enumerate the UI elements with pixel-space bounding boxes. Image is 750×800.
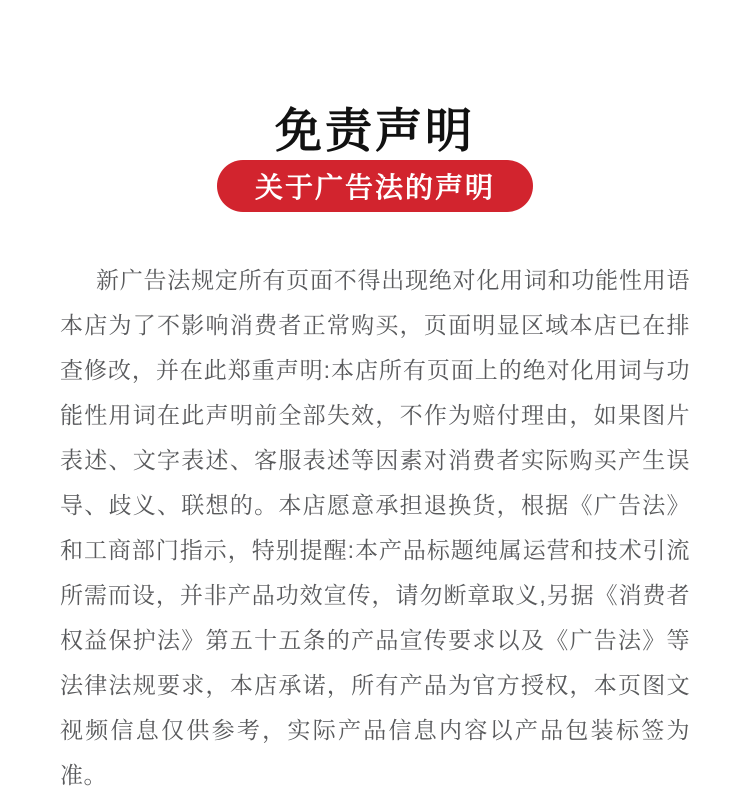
disclaimer-body xyxy=(60,258,690,798)
page-title: 免责声明 xyxy=(275,104,475,158)
badge-label: 关于广告法的声明 xyxy=(254,172,496,203)
disclaimer-paragraph: 新广告法规定所有页面不得出现绝对化用词和功能性用语本店为了不影响消费者正常购买，页面明显区域本店已在排查修改，并在此郑重声明:本店所有页面上的绝对化用词与功能性用词在此声明前全部失效，不作为赔付理由，如果图片表述、文字表述、客服表述等因素对消费者实际购买产生误导、歧义、联想的。本店愿意承担退换货，根据《广告法》和工商部门指示，特别提醒:本产品标题纯属运营和技术引流所需而设，并非产品功效宣传，请勿断章取义,另据《消费者权益保护法》第五十五条的产品宣传要求以及《广告法》等法律法规要求，本店承诺，所有产品为官方授权，本页图文视频信息仅供参考，实际产品信息内容以产品包装标签为准。 xyxy=(60,267,690,788)
advertising-law-badge xyxy=(217,160,533,212)
